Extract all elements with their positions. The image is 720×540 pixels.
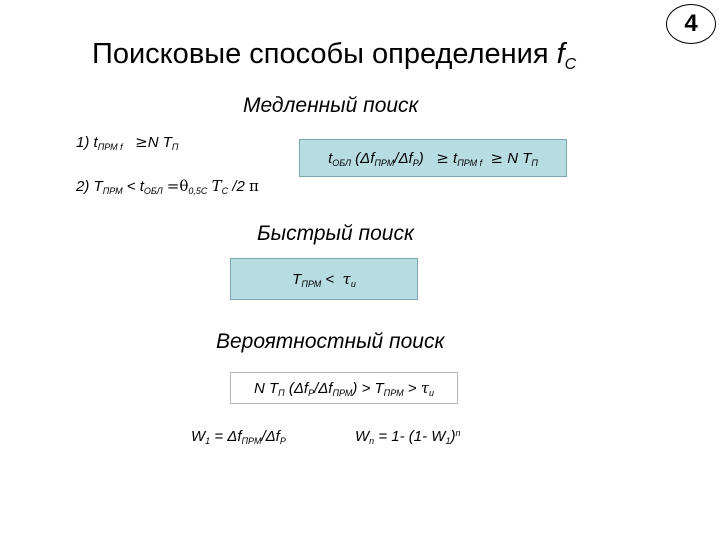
w1-f2-sub: P [279,436,286,446]
title-f: f [556,38,565,70]
title-text: Поисковые способы определения [92,38,557,70]
eq2-Tc-sub: C [221,186,229,196]
box3-gt: > [403,379,421,397]
w1-f1-sub: ПРМ [241,436,262,446]
box1-close: ) [418,149,424,167]
eq2-lt: < [126,178,136,195]
box3-open: (Δf [284,379,309,397]
box2-lt: < [325,270,335,288]
eq2-theta: =θ [166,177,189,195]
box3-tau: τ [420,378,430,397]
box3-f1-sub: P [308,387,315,398]
prob-box-formula [254,379,434,398]
box1-f1-sub: ПРМ [374,157,395,168]
eq1-ge: ≥ [135,133,148,151]
eq1-rhs-sub: П [171,142,179,152]
formula-wn [355,428,461,446]
title-f-sub: C [564,56,577,73]
box1-ge1: ≥ [436,148,449,167]
w1-slash: /Δf [261,428,280,445]
box1-rhs-sub: П [531,157,538,168]
wn-eq: = 1- (1- [374,428,432,445]
box3-T: T [374,379,384,397]
eq2-t: t [139,178,144,195]
wn-close: ) [450,428,456,445]
box1-t2-sub: ПРМ f [457,157,483,168]
box3-lhs-sub: П [278,387,285,398]
probabilistic-condition-box [230,372,458,404]
box2-T-sub: ПРМ [301,278,322,289]
w1-W: W [191,428,206,445]
slow-box-formula [328,149,538,168]
wn-W-sub: n [369,436,375,446]
probabilistic-search-heading: Вероятностный поиск [216,330,445,353]
page-number-badge: 4 [666,4,716,44]
eq1-t-sub: ПРМ f [97,142,123,152]
box3-lhs: N T [253,379,279,397]
eq2-theta-sub: 0,5С [188,186,208,196]
fast-search-condition-box [230,258,418,300]
box1-ge2: ≥ [490,148,504,167]
eq1-number: 1) [76,134,90,151]
eq2-pi: π [248,177,259,195]
formula-w1 [191,428,286,446]
wn-W1-sub: 1 [445,436,451,446]
eq1-rhs: N T [147,134,172,151]
slide-title [92,38,576,74]
box1-slash: /Δf [394,149,413,167]
slow-search-condition-box [299,139,567,177]
box2-T: T [292,270,302,288]
eq2-div: /2 [232,178,245,195]
box2-tau-sub: и [350,278,356,289]
eq2-t-sub: ОБЛ [143,186,163,196]
eq2-Tc: T [211,177,222,195]
box1-t-sub: ОБЛ [332,157,351,168]
box1-t: t [328,149,333,167]
box3-T-sub: ПРМ [383,387,404,398]
w1-W-sub: 1 [205,436,211,446]
slow-eq-1 [76,133,178,152]
box3-slash: /Δf [314,379,333,397]
wn-exp: n [455,428,461,438]
eq2-number: 2) [76,178,90,195]
box3-f2-sub: ПРМ [332,387,353,398]
slow-search-heading: Медленный поиск [243,94,419,117]
box3-close: ) > [352,379,375,397]
box2-tau: τ [342,269,351,288]
eq2-T-sub: ПРМ [102,186,123,196]
eq2-T: T [93,178,103,195]
w1-eq: = Δf [210,428,242,445]
box3-tau-sub: и [429,387,435,398]
wn-W1: W [431,428,446,445]
wn-W: W [355,428,370,445]
eq1-t: t [93,134,98,151]
box1-rhs: N T [507,149,532,167]
slow-eq-2 [76,177,259,196]
box1-t2: t [453,149,458,167]
fast-box-formula [292,270,356,289]
box1-open: (Δf [351,149,375,167]
box1-f2-sub: P [412,157,419,168]
fast-search-heading: Быстрый поиск [257,222,414,245]
